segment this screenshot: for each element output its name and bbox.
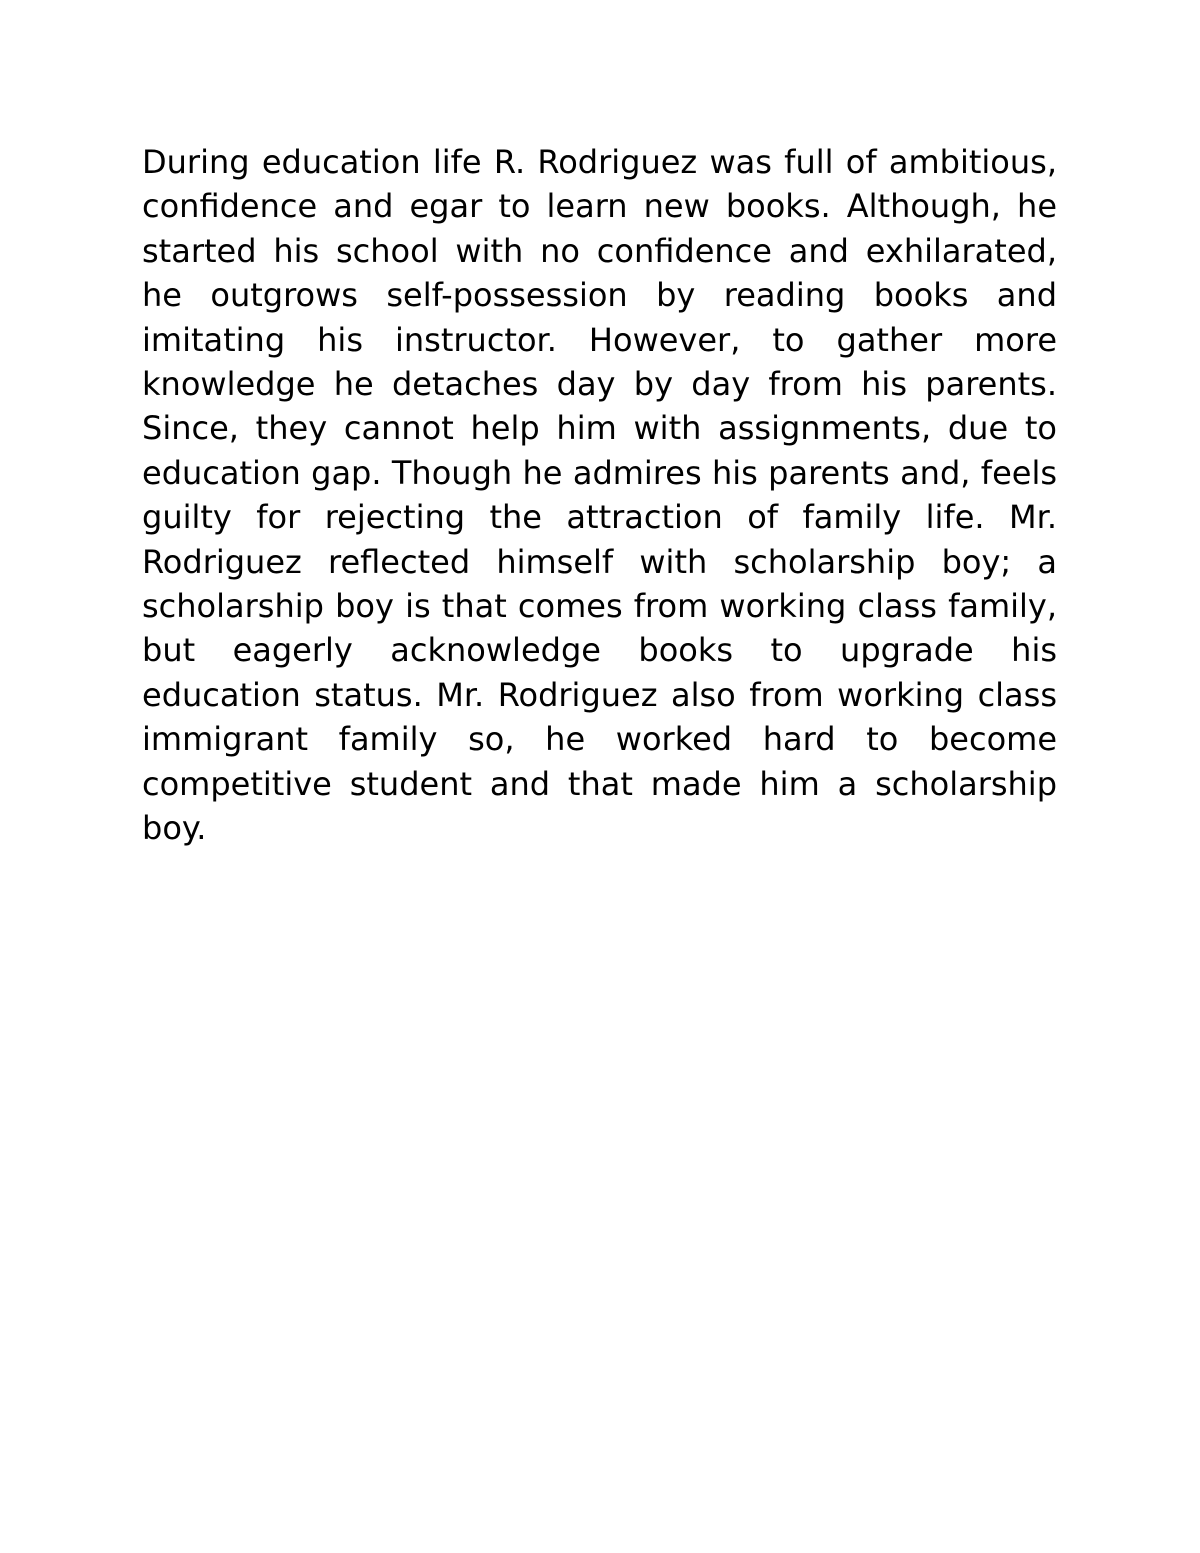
body-paragraph: During education life R. Rodriguez was full of ambitious, confidence and egar to learn new books. Although, he started his school with no confidence and exhilarated, he outgrows self-possession by reading books and imitating his instructor. However, to gather more knowledge he detaches day by day from his parents. Since, they cannot help him with assignments, due to education gap. Though he admires his parents and, feels guilty for rejecting the attraction of family life. Mr. Rodriguez reflected himself with scholarship boy; a scholarship boy is that comes from working class family, but eagerly acknowledge books to upgrade his education status. Mr. Rodriguez also from working class immigrant family so, he worked hard to become competitive student and that made him a scholarship boy. [142, 143, 1057, 848]
